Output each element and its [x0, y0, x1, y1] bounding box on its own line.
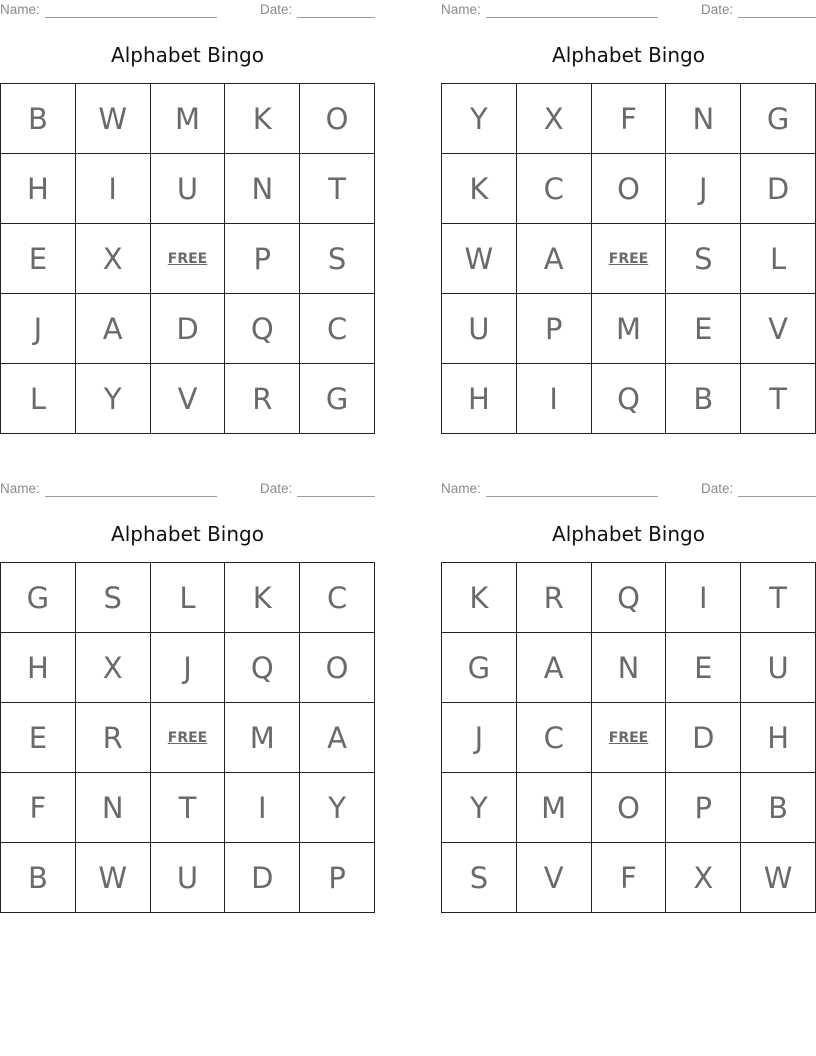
free-space-cell: FREE: [592, 224, 667, 294]
letter-cell: F: [592, 843, 667, 913]
bingo-card: [0, 0, 375, 434]
date-label: Date:: [260, 481, 293, 496]
name-label: Name:: [0, 2, 40, 17]
letter-cell: T: [741, 364, 816, 434]
letter-cell: Q: [225, 294, 300, 364]
letter-cell: U: [442, 294, 517, 364]
letter-cell: I: [666, 563, 741, 633]
letter-cell: P: [225, 224, 300, 294]
letter-cell: M: [592, 294, 667, 364]
letter-cell: D: [741, 154, 816, 224]
letter-cell: H: [1, 154, 76, 224]
date-blank-line: [297, 496, 375, 497]
letter-cell: Q: [592, 563, 667, 633]
card-title: Alphabet Bingo: [552, 522, 705, 546]
letter-cell: K: [442, 563, 517, 633]
letter-cell: Y: [300, 773, 375, 843]
letter-cell: W: [76, 843, 151, 913]
letter-cell: C: [517, 703, 592, 773]
letter-cell: G: [1, 563, 76, 633]
letter-cell: R: [517, 563, 592, 633]
free-space-cell: FREE: [151, 703, 226, 773]
letter-cell: R: [225, 364, 300, 434]
letter-cell: P: [666, 773, 741, 843]
letter-cell: T: [300, 154, 375, 224]
letter-cell: M: [151, 84, 226, 154]
letter-cell: V: [151, 364, 226, 434]
bingo-card: [441, 0, 816, 434]
card-title: Alphabet Bingo: [111, 43, 264, 67]
letter-cell: I: [76, 154, 151, 224]
letter-cell: F: [592, 84, 667, 154]
letter-cell: X: [666, 843, 741, 913]
letter-cell: U: [741, 633, 816, 703]
letter-cell: W: [741, 843, 816, 913]
letter-cell: X: [517, 84, 592, 154]
letter-cell: L: [741, 224, 816, 294]
letter-cell: P: [517, 294, 592, 364]
name-label: Name:: [441, 2, 481, 17]
letter-cell: B: [1, 843, 76, 913]
letter-cell: O: [300, 633, 375, 703]
date-label: Date:: [260, 2, 293, 17]
letter-cell: M: [517, 773, 592, 843]
name-date-header: [441, 2, 816, 20]
letter-cell: B: [1, 84, 76, 154]
letter-cell: K: [225, 563, 300, 633]
letter-cell: A: [517, 224, 592, 294]
letter-cell: C: [300, 563, 375, 633]
letter-cell: Y: [442, 773, 517, 843]
letter-cell: A: [300, 703, 375, 773]
letter-cell: S: [442, 843, 517, 913]
letter-cell: O: [592, 773, 667, 843]
letter-cell: Y: [442, 84, 517, 154]
letter-cell: X: [76, 633, 151, 703]
name-blank-line: [486, 17, 658, 18]
free-space-cell: FREE: [151, 224, 226, 294]
name-blank-line: [45, 17, 217, 18]
letter-cell: V: [517, 843, 592, 913]
letter-cell: L: [1, 364, 76, 434]
bingo-card: [441, 479, 816, 913]
card-title: Alphabet Bingo: [552, 43, 705, 67]
letter-cell: D: [666, 703, 741, 773]
free-space-cell: FREE: [592, 703, 667, 773]
letter-cell: E: [1, 224, 76, 294]
letter-cell: X: [76, 224, 151, 294]
bingo-grid: [441, 83, 816, 434]
letter-cell: D: [225, 843, 300, 913]
letter-cell: Q: [592, 364, 667, 434]
letter-cell: H: [442, 364, 517, 434]
letter-cell: R: [76, 703, 151, 773]
letter-cell: W: [442, 224, 517, 294]
name-blank-line: [486, 496, 658, 497]
letter-cell: E: [1, 703, 76, 773]
letter-cell: K: [225, 84, 300, 154]
letter-cell: G: [442, 633, 517, 703]
letter-cell: U: [151, 154, 226, 224]
letter-cell: S: [300, 224, 375, 294]
letter-cell: M: [225, 703, 300, 773]
letter-cell: O: [300, 84, 375, 154]
letter-cell: C: [517, 154, 592, 224]
bingo-grid: [0, 83, 375, 434]
card-title: Alphabet Bingo: [111, 522, 264, 546]
letter-cell: G: [741, 84, 816, 154]
letter-cell: N: [592, 633, 667, 703]
letter-cell: J: [1, 294, 76, 364]
letter-cell: A: [517, 633, 592, 703]
name-blank-line: [45, 496, 217, 497]
letter-cell: P: [300, 843, 375, 913]
letter-cell: E: [666, 633, 741, 703]
letter-cell: T: [151, 773, 226, 843]
letter-cell: C: [300, 294, 375, 364]
name-date-header: [441, 481, 816, 499]
letter-cell: J: [666, 154, 741, 224]
bingo-grid: [0, 562, 375, 913]
name-date-header: [0, 2, 375, 20]
letter-cell: S: [76, 563, 151, 633]
letter-cell: Y: [76, 364, 151, 434]
letter-cell: I: [517, 364, 592, 434]
letter-cell: W: [76, 84, 151, 154]
letter-cell: G: [300, 364, 375, 434]
letter-cell: I: [225, 773, 300, 843]
name-date-header: [0, 481, 375, 499]
letter-cell: V: [741, 294, 816, 364]
date-blank-line: [738, 17, 816, 18]
letter-cell: B: [741, 773, 816, 843]
letter-cell: A: [76, 294, 151, 364]
letter-cell: J: [151, 633, 226, 703]
letter-cell: L: [151, 563, 226, 633]
letter-cell: N: [225, 154, 300, 224]
date-blank-line: [738, 496, 816, 497]
letter-cell: U: [151, 843, 226, 913]
letter-cell: T: [741, 563, 816, 633]
letter-cell: D: [151, 294, 226, 364]
date-label: Date:: [701, 481, 734, 496]
letter-cell: Q: [225, 633, 300, 703]
bingo-grid: [441, 562, 816, 913]
letter-cell: K: [442, 154, 517, 224]
letter-cell: E: [666, 294, 741, 364]
letter-cell: N: [76, 773, 151, 843]
letter-cell: F: [1, 773, 76, 843]
letter-cell: S: [666, 224, 741, 294]
letter-cell: H: [1, 633, 76, 703]
bingo-card: [0, 479, 375, 913]
letter-cell: B: [666, 364, 741, 434]
letter-cell: N: [666, 84, 741, 154]
letter-cell: O: [592, 154, 667, 224]
letter-cell: H: [741, 703, 816, 773]
name-label: Name:: [0, 481, 40, 496]
letter-cell: J: [442, 703, 517, 773]
date-blank-line: [297, 17, 375, 18]
name-label: Name:: [441, 481, 481, 496]
date-label: Date:: [701, 2, 734, 17]
